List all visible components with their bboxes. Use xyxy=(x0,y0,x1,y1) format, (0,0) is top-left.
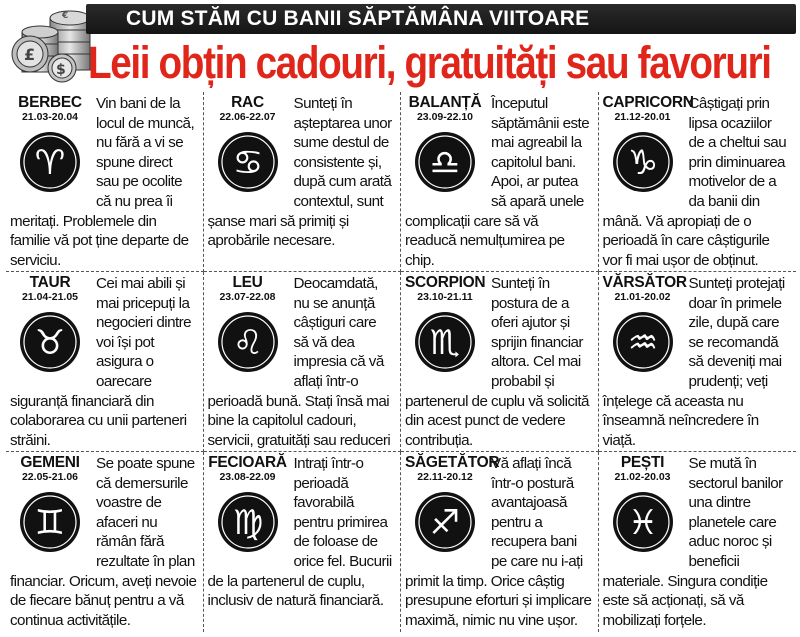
sign-card xyxy=(6,92,204,272)
svg-text:♎: ♎ xyxy=(429,143,461,183)
aquarius-icon xyxy=(611,310,675,374)
sign-header xyxy=(208,274,288,382)
sign-header xyxy=(10,274,90,382)
svg-text:♋: ♋ xyxy=(232,143,263,183)
sign-dates: 21.03-20.04 xyxy=(21,111,79,123)
header-bar xyxy=(86,4,796,34)
sign-card xyxy=(401,452,599,632)
sign-forecast-text: Se poate spune că demersurile voastre de afaceri nu rămân fără rezultate în plan financiar. Oricum, aveți nevoie de fiecare bănuț pentru a vă continua activitățile. xyxy=(10,455,197,629)
sign-name: LEU xyxy=(232,274,263,291)
scorpio-icon xyxy=(413,310,477,374)
sign-name: GEMENI xyxy=(20,454,80,471)
sign-dates: 22.11-20.12 xyxy=(417,471,473,483)
svg-text:♊: ♊ xyxy=(34,503,66,543)
svg-text:♑: ♑ xyxy=(627,143,658,183)
sign-dates: 21.04-21.05 xyxy=(21,291,79,303)
svg-text:♌: ♌ xyxy=(232,323,263,363)
sign-name: FECIOARĂ xyxy=(208,454,287,471)
sign-dates: 23.10-21.11 xyxy=(417,291,473,303)
sign-name: TAUR xyxy=(29,274,71,291)
sign-forecast-text: Începutul săptămânii este mai agreabil la capitolul bani. Apoi, ar putea să apară unele complicații care să vă readucă nemulțumirea pe chip. xyxy=(405,95,590,269)
header-kicker: CUM STĂM CU BANII SĂPTĂMÂNA VIITOARE xyxy=(126,7,590,30)
sign-dates: 22.05-21.06 xyxy=(21,471,79,483)
svg-text:$: $ xyxy=(56,62,66,78)
sign-card xyxy=(204,272,402,452)
sign-dates: 21.12-20.01 xyxy=(614,111,671,123)
sign-card xyxy=(6,272,204,452)
sign-card xyxy=(599,92,797,272)
sign-header xyxy=(602,94,694,202)
svg-text:♏: ♏ xyxy=(429,323,461,363)
aries-icon xyxy=(18,130,82,194)
pisces-icon xyxy=(611,490,675,554)
sagittarius-icon xyxy=(413,490,477,554)
sign-name: SCORPION xyxy=(405,274,486,291)
sign-forecast-text: Se mută în sectorul banilor una dintre planetele care aduc noroc și beneficii materiale. Singura condiție este să acționați, să vă mobilizați forțele. xyxy=(602,455,783,629)
sign-name: VĂRSĂTOR xyxy=(602,274,687,291)
sign-forecast-text: Sunteți protejați doar în primele zile, după care se recomandă să deveniți mai prudenți; veți înțelege că aceasta nu înseamnă neîncredere în viață. xyxy=(602,275,785,449)
libra-icon xyxy=(413,130,477,194)
page-headline: Leii obțin cadouri, gratuități sau favoruri xyxy=(88,37,771,88)
sign-card xyxy=(204,452,402,632)
cancer-icon xyxy=(216,130,280,194)
sign-header xyxy=(208,454,288,562)
virgo-icon xyxy=(216,490,280,554)
sign-name: BERBEC xyxy=(18,94,82,111)
svg-text:♒: ♒ xyxy=(627,323,658,363)
sign-name: SĂGETĂTOR xyxy=(405,454,500,471)
horoscope-grid xyxy=(6,92,796,632)
sign-dates: 23.07-22.08 xyxy=(219,291,276,303)
svg-text:♓: ♓ xyxy=(627,503,658,543)
sign-card xyxy=(401,92,599,272)
svg-text:♐: ♐ xyxy=(429,503,461,543)
sign-header xyxy=(603,454,683,562)
sign-card xyxy=(401,272,599,452)
sign-name: BALANȚĂ xyxy=(408,94,482,111)
sign-name: RAC xyxy=(231,94,264,111)
svg-text:♈: ♈ xyxy=(34,143,66,183)
sign-forecast-text: Intrați într-o perioadă favorabilă pentru primirea de foloase de orice fel. Bucurii de la partenerul de cuplu, inclusiv de natură financiară. xyxy=(207,455,392,610)
sign-dates: 22.06-22.07 xyxy=(219,111,276,123)
sign-forecast-text: Vă aflați încă într-o postură avantajoasă pentru a recupera bani pe care nu i-ați primit la timp. Orice câștig presupune eforturi și implicare maximă, nimic nu vine ușor. xyxy=(405,455,592,629)
sign-header xyxy=(10,454,90,562)
coins-logo-icon xyxy=(4,4,96,90)
leo-icon xyxy=(216,310,280,374)
sign-header xyxy=(405,274,485,382)
capricorn-icon xyxy=(611,130,675,194)
sign-forecast-text: Sunteți în așteptarea unor sume destul de consistente și, după cum arată contextul, sunt șanse mari să primiți și aprobările necesare. xyxy=(207,95,392,250)
sign-forecast-text: Cei mai abili și mai pricepuți la negocieri dintre voi își pot asigura o oarecare siguranță financiară din colaborarea cu unii parteneri străini. xyxy=(10,275,192,449)
svg-text:£: £ xyxy=(24,45,36,64)
sign-header xyxy=(208,94,288,202)
svg-text:€: € xyxy=(62,11,69,21)
sign-card xyxy=(599,272,797,452)
sign-header xyxy=(405,454,500,562)
sign-forecast-text: Sunteți în postura de a oferi ajutor și sprijin financiar altora. Cel mai probabil și partenerul de cuplu vă solicită din acest punct de vedere contribuția. xyxy=(405,275,589,449)
taurus-icon xyxy=(18,310,82,374)
sign-card xyxy=(599,452,797,632)
sign-forecast-text: Câștigați prin lipsa ocaziilor de a cheltui sau prin diminuarea motivelor de a da banii din mână. Vă apropiați de o perioadă în care câștigurile vor fi mai ușor de obținut. xyxy=(602,95,787,269)
sign-name: PEȘTI xyxy=(620,454,665,471)
sign-forecast-text: Deocamdată, nu se anunță câștiguri care să vă dea impresia că vă aflați într-o perioadă bună. Stați însă mai bine la capitolul cadouri, servicii, gratuități sau reduceri xyxy=(207,275,391,449)
sign-card xyxy=(6,452,204,632)
sign-dates: 21.01-20.02 xyxy=(614,291,671,303)
sign-dates: 21.02-20.03 xyxy=(614,471,671,483)
gemini-icon xyxy=(18,490,82,554)
sign-header xyxy=(10,94,90,202)
sign-forecast-text: Vin bani de la locul de muncă, nu fără a vi se spune direct sau pe ocolite că nu prea îi meritați. Problemele din familie vă pot ține departe de serviciu. xyxy=(10,95,195,269)
sign-header xyxy=(405,94,485,202)
sign-header xyxy=(602,274,687,382)
sign-card xyxy=(204,92,402,272)
svg-text:♉: ♉ xyxy=(34,323,66,363)
sign-dates: 23.08-22.09 xyxy=(219,471,276,483)
sign-dates: 23.09-22.10 xyxy=(416,111,474,123)
sign-name: CAPRICORN xyxy=(602,94,694,111)
svg-text:♍: ♍ xyxy=(232,503,263,543)
